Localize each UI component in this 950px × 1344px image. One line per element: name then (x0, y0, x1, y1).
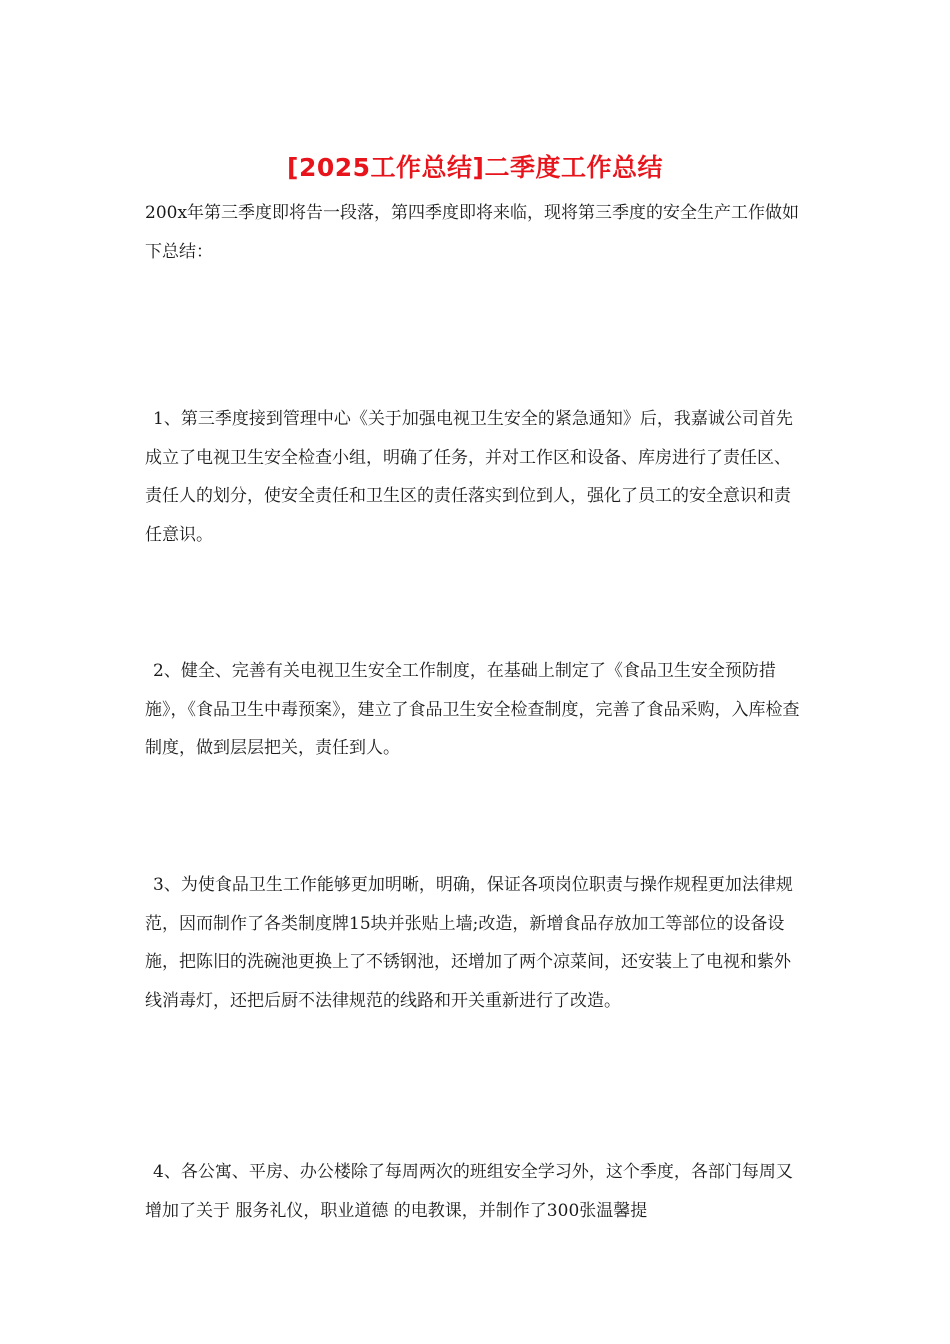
intro-paragraph: 200x年第三季度即将告一段落，第四季度即将来临，现将第三季度的安全生产工作做如下总结： (145, 203, 800, 262)
item-paragraph-2: 2、健全、完善有关电视卫生安全工作制度，在基础上制定了《食品卫生安全预防措施》，《食品卫生中毒预案》，建立了食品卫生安全检查制度，完善了食品采购，入库检查制度，做到层层把关，责任到人。 (145, 661, 800, 758)
item-paragraph-1: 1、第三季度接到管理中心《关于加强电视卫生安全的紧急通知》后，我嘉诚公司首先成立了电视卫生安全检查小组，明确了任务，并对工作区和设备、库房进行了责任区、责任人的划分，使安全责任和卫生区的责任落实到位到人，强化了员工的安全意识和责任意识。 (145, 409, 793, 545)
item-paragraph-3: 3、为使食品卫生工作能够更加明晰，明确，保证各项岗位职责与操作规程更加法律规范，因而制作了各类制度牌15块并张贴上墙;改造，新增食品存放加工等部位的设备设施，把陈旧的洗碗池更换上了不锈钢池，还增加了两个凉菜间，还安装上了电视和紫外线消毒灯，还把后厨不法律规范的线路和开关重新进行了改造。 (145, 875, 793, 1011)
document-title: [2025工作总结]二季度工作总结 (287, 153, 663, 182)
item-paragraph-4: 4、各公寓、平房、办公楼除了每周两次的班组安全学习外，这个季度，各部门每周又增加了关于 服务礼仪，职业道德 的电教课，并制作了300张温馨提 (145, 1162, 793, 1221)
